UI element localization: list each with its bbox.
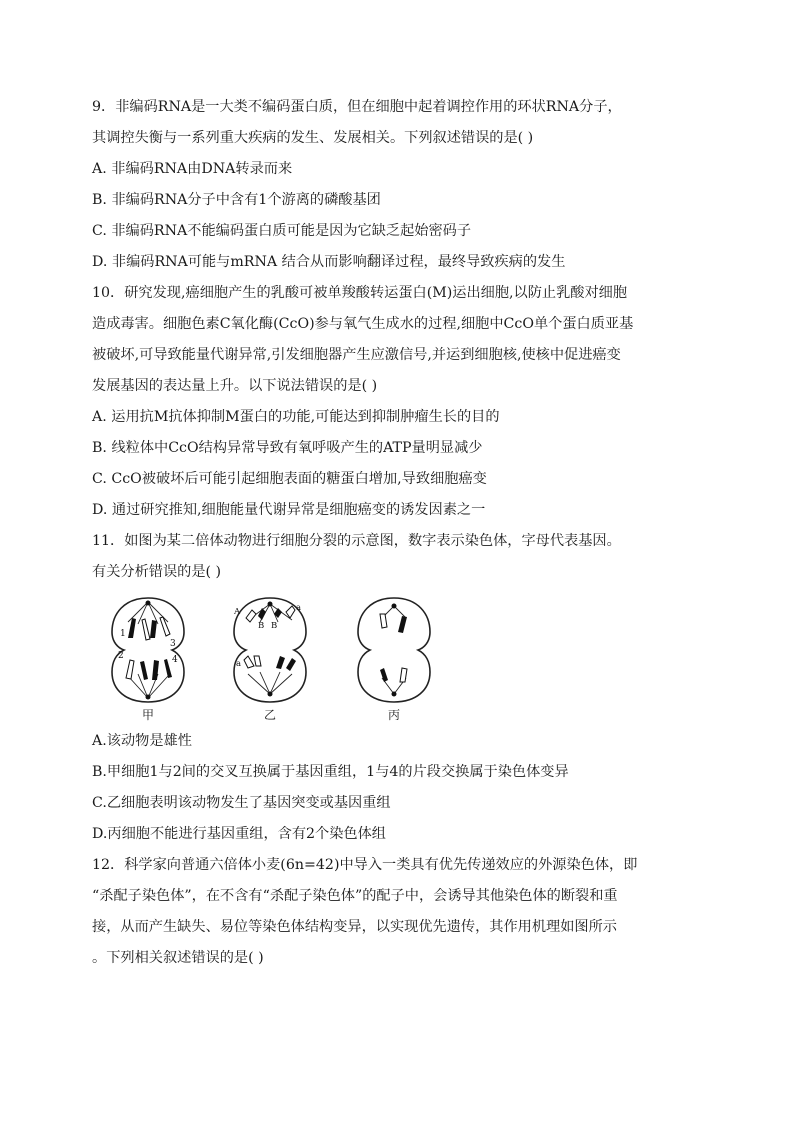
cell-yi-diagram	[228, 594, 312, 706]
question-10-stem-line-4: 发展基因的表达量上升。以下说法错误的是( )	[92, 378, 378, 394]
question-11-option-d: D.丙细胞不能进行基因重组，含有2个染色体组	[92, 826, 386, 842]
question-9	[92, 92, 712, 278]
chromosome-number-3: 3	[170, 639, 176, 649]
gene-letter-b-2: B	[271, 621, 278, 631]
question-10-option-d: D. 通过研究推知,细胞能量代谢异常是细胞癌变的诱发因素之一	[92, 502, 486, 518]
exam-page	[92, 92, 712, 974]
cell-division-figure	[92, 594, 712, 724]
question-12-stem-line-4: 。下列相关叙述错误的是( )	[92, 950, 264, 966]
question-12	[92, 850, 712, 974]
question-10-option-c: C. CcO被破坏后可能引起细胞表面的糖蛋白增加,导致细胞癌变	[92, 471, 487, 487]
question-11	[92, 526, 712, 850]
question-11-stem-line-1: 11．如图为某二倍体动物进行细胞分裂的示意图，数字表示染色体，字母代表基因。	[92, 533, 621, 549]
question-10-option-a: A. 运用抗M抗体抑制M蛋白的功能,可能达到抑制肿瘤生长的目的	[92, 409, 500, 425]
question-9-option-d: D. 非编码RNA可能与mRNA 结合从而影响翻译过程，最终导致疾病的发生	[92, 254, 566, 270]
question-12-stem-line-3: 接，从而产生缺失、易位等染色体结构变异，以实现优先遗传，其作用机理如图所示	[92, 919, 617, 935]
question-11-stem-line-2: 有关分析错误的是( )	[92, 564, 222, 580]
question-10-option-b: B. 线粒体中CcO结构异常导致有氧呼吸产生的ATP量明显减少	[92, 440, 483, 456]
question-9-stem-line-1: 9．非编码RNA是一大类不编码蛋白质，但在细胞中起着调控作用的环状RNA分子，	[92, 99, 622, 115]
question-12-stem-line-1: 12．科学家向普通六倍体小麦(6n=42)中导入一类具有优先传递效应的外源染色体，即	[92, 857, 638, 873]
question-9-stem-line-2: 其调控失衡与一系列重大疾病的发生、发展相关。下列叙述错误的是( )	[92, 130, 534, 146]
question-12-stem-line-2: “杀配子染色体”，在不含有“杀配子染色体”的配子中，会诱导其他染色体的断裂和重	[92, 888, 618, 904]
cell-label-yi: 乙	[263, 708, 276, 722]
cell-bing-diagram	[352, 594, 436, 706]
question-9-option-b: B. 非编码RNA分子中含有1个游离的磷酸基团	[92, 192, 381, 208]
gene-letter-b-1: B	[258, 621, 265, 631]
gene-letter-a-lower-1: a	[296, 603, 302, 613]
gene-letter-a-upper: A	[234, 607, 241, 617]
question-11-option-c: C.乙细胞表明该动物发生了基因突变或基因重组	[92, 795, 391, 811]
question-9-option-a: A. 非编码RNA由DNA转录而来	[92, 161, 293, 177]
question-9-option-c: C. 非编码RNA不能编码蛋白质可能是因为它缺乏起始密码子	[92, 223, 472, 239]
question-10-stem-line-2: 造成毒害。细胞色素C氧化酶(CcO)参与氧气生成水的过程,细胞中CcO单个蛋白质亚基	[92, 316, 634, 332]
gene-letter-a-lower-2: a	[236, 659, 242, 669]
question-10-stem-line-3: 被破坏,可导致能量代谢异常,引发细胞器产生应激信号,并运到细胞核,使核中促进癌变	[92, 347, 621, 363]
chromosome-number-1: 1	[120, 629, 126, 639]
cell-label-bing: 丙	[387, 708, 400, 722]
cell-label-jia: 甲	[141, 708, 154, 722]
question-11-option-b: B.甲细胞1与2间的交叉互换属于基因重组，1与4的片段交换属于染色体变异	[92, 764, 569, 780]
question-11-option-a: A.该动物是雄性	[92, 733, 192, 749]
question-10	[92, 278, 712, 526]
chromosome-number-2: 2	[118, 651, 124, 661]
cell-jia-diagram	[106, 594, 190, 706]
question-10-stem-line-1: 10．研究发现,癌细胞产生的乳酸可被单羧酸转运蛋白(M)运出细胞,以防止乳酸对细胞	[92, 285, 628, 301]
chromosome-number-4: 4	[172, 655, 178, 665]
